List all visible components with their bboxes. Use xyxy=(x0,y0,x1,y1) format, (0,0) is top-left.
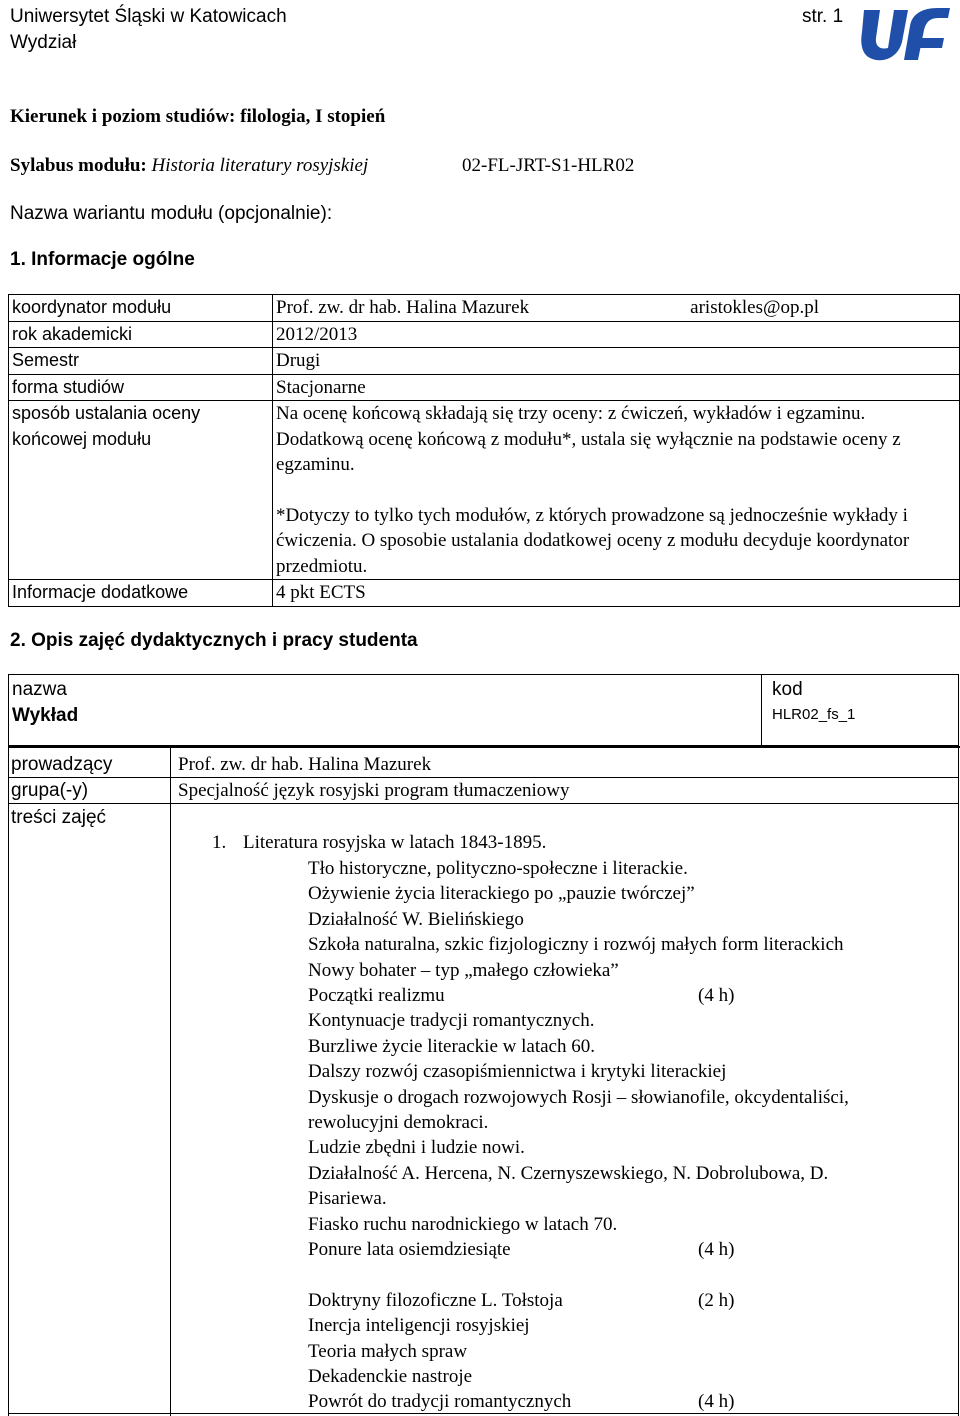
section2-title: 2. Opis zajęć dydaktycznych i pracy studenta xyxy=(10,630,418,651)
coordinator-email: aristokles@op.pl xyxy=(690,297,819,318)
table-row xyxy=(9,374,960,401)
list-item: Dekadenckie nastroje xyxy=(308,1366,473,1387)
row-label: Informacje dodatkowe xyxy=(9,580,273,607)
syllabus-line xyxy=(10,153,368,178)
list-item: Fiasko ruchu narodnickiego w latach 70. xyxy=(308,1213,618,1235)
university-logo xyxy=(858,2,952,66)
list-item: Inercja inteligencji rosyjskiej xyxy=(308,1315,530,1337)
university-name: Uniwersytet Śląski w Katowicach xyxy=(10,6,287,27)
list-item: Pisariewa. xyxy=(308,1188,387,1210)
code-label: kod xyxy=(772,679,803,700)
list-item: Dyskusje o drogach rozwojowych Rosji – słowianofile, okcydentaliści, xyxy=(308,1086,849,1108)
topic-hours: (2 h) xyxy=(698,1289,735,1311)
table-row xyxy=(9,321,960,348)
module-code: 02-FL-JRT-S1-HLR02 xyxy=(462,155,635,176)
list-item: Doktryny filozoficzne L. Tołstoja xyxy=(308,1289,563,1311)
topic-hours: (4 h) xyxy=(698,1239,735,1260)
teacher-name: Prof. zw. dr hab. Halina Mazurek xyxy=(178,754,432,775)
divider xyxy=(8,803,959,804)
section1-title: 1. Informacje ogólne xyxy=(10,249,195,270)
topic-hours: (4 h) xyxy=(698,1391,735,1413)
teacher-label: prowadzący xyxy=(11,754,113,775)
module-name: Historia literatury rosyjskiej xyxy=(151,155,369,176)
list-item: Działalność A. Hercena, N. Czernyszewskiego, N. Dobrolubowa, D. xyxy=(308,1162,829,1184)
semester: Drugi xyxy=(273,348,960,375)
page-number: str. 1 xyxy=(802,6,844,27)
list-item: Kontynuacje tradycji romantycznych. xyxy=(308,1010,595,1032)
coordinator-name: Prof. zw. dr hab. Halina Mazurek xyxy=(276,297,530,318)
groups-value: Specjalność język rosyjski program tłumaczeniowy xyxy=(178,780,570,801)
name-label: nazwa xyxy=(12,679,67,700)
list-item: Ożywienie życia literackiego po „pauzie twórczej” xyxy=(308,883,695,905)
grading-note: *Dotyczy to tylko tych modułów, z których prowadzone są jednocześnie wykłady i ćwiczenia. O sposobie ustalania dodatkowej oceny z modułu decyduje koordynator przedmiotu. xyxy=(276,504,910,577)
groups-label: grupa(-y) xyxy=(11,780,89,801)
additional-info: 4 pkt ECTS xyxy=(273,580,960,607)
academic-year: 2012/2013 xyxy=(273,321,960,348)
list-item: rewolucyjni demokraci. xyxy=(308,1112,489,1133)
divider xyxy=(170,748,171,1416)
list-item: Dalszy rozwój czasopiśmiennictwa i krytyki literackiej xyxy=(308,1061,727,1083)
topic-hours: (4 h) xyxy=(698,985,735,1006)
row-label: sposób ustalania oceny końcowej modułu xyxy=(9,401,273,580)
list-item: Nowy bohater – typ „małego człowieka” xyxy=(308,959,619,981)
grading-text: Na ocenę końcową składają się trzy oceny: z ćwiczeń, wykładów i egzaminu. Dodatkową ocenę końcową z modułu*, ustala się wyłącznie na podstawie oceny z egzaminu. xyxy=(276,403,901,475)
study-form: Stacjonarne xyxy=(273,374,960,401)
table-row xyxy=(9,348,960,375)
list-item: Burzliwe życie literackie w latach 60. xyxy=(308,1035,595,1057)
row-label: Semestr xyxy=(9,348,273,375)
list-item: Ludzie zbędni i ludzie nowi. xyxy=(308,1137,525,1159)
divider xyxy=(8,746,960,748)
list-item: Początki realizmu xyxy=(308,985,445,1006)
list-item: Działalność W. Bielińskiego xyxy=(308,908,524,930)
course-name: Wykład xyxy=(12,705,79,726)
course-code: HLR02_fs_1 xyxy=(772,706,856,723)
list-item: Powrót do tradycji romantycznych xyxy=(308,1391,572,1413)
divider xyxy=(8,748,9,1416)
row-value xyxy=(273,295,960,322)
table-row xyxy=(9,401,960,580)
content-item-title: Literatura rosyjska w latach 1843-1895. xyxy=(243,832,547,853)
study-program-value: filologia, I stopień xyxy=(240,106,386,127)
course-name-box xyxy=(8,674,959,746)
content-label: treści zajęć xyxy=(11,807,107,828)
table-row xyxy=(9,580,960,607)
row-label: rok akademicki xyxy=(9,321,273,348)
study-program-label: Kierunek i poziom studiów: xyxy=(10,106,236,127)
faculty-name: Wydział xyxy=(10,32,77,53)
syllabus-label: Sylabus modułu: xyxy=(10,155,147,176)
row-label: koordynator modułu xyxy=(9,295,273,322)
grading-method xyxy=(273,401,960,580)
general-info-table xyxy=(8,294,960,607)
divider xyxy=(958,748,959,1416)
row-label: forma studiów xyxy=(9,374,273,401)
variant-label: Nazwa wariantu modułu (opcjonalnie): xyxy=(10,203,333,224)
content-item-number: 1. xyxy=(212,832,227,853)
list-item: Ponure lata osiemdziesiąte xyxy=(308,1239,511,1260)
list-item: Teoria małych spraw xyxy=(308,1340,468,1362)
study-program xyxy=(10,104,385,129)
list-item: Tło historyczne, polityczno-społeczne i literackie. xyxy=(308,858,688,879)
list-item: Szkoła naturalna, szkic fizjologiczny i rozwój małych form literackich xyxy=(308,934,844,956)
table-row xyxy=(9,295,960,322)
